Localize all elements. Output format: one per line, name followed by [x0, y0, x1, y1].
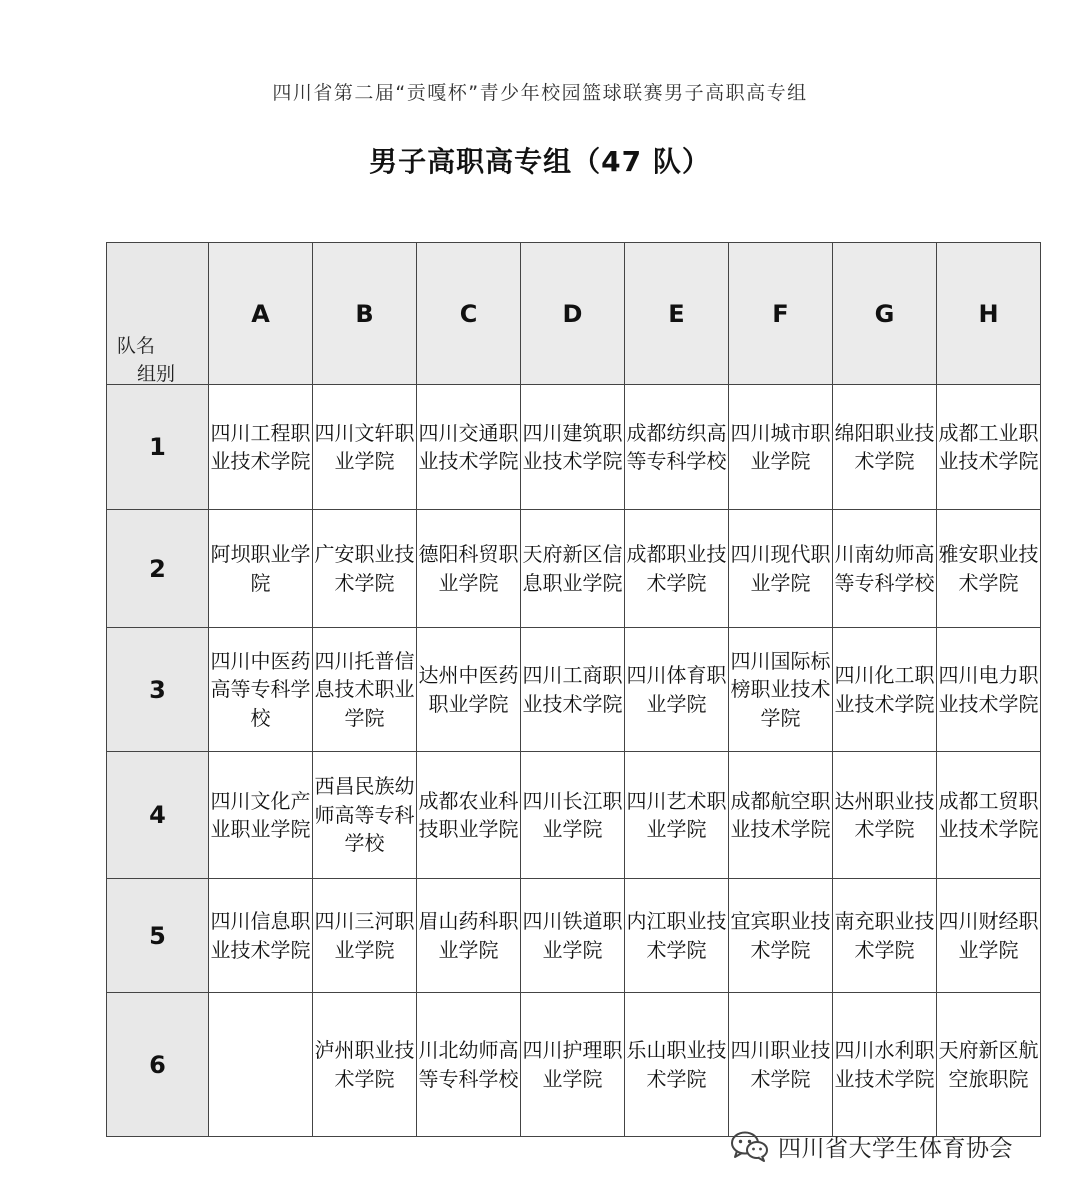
team-cell	[625, 993, 729, 1137]
team-cell	[521, 628, 625, 752]
team-cell	[729, 993, 833, 1137]
team-name: 成都职业技术学院	[626, 542, 727, 595]
wechat-icon	[730, 1130, 770, 1162]
team-cell	[625, 879, 729, 993]
table-row	[107, 752, 1041, 879]
team-cell	[937, 510, 1041, 628]
team-cell	[417, 510, 521, 628]
team-name: 四川中医药高等专科学校	[210, 648, 311, 730]
team-cell	[417, 628, 521, 752]
team-name: 四川建筑职业技术学院	[522, 420, 623, 473]
column-header-b: B	[313, 243, 417, 385]
team-name: 阿坝职业学院	[210, 542, 311, 595]
team-name: 德阳科贸职业学院	[418, 542, 519, 595]
team-name: 南充职业技术学院	[834, 909, 935, 962]
team-cell	[729, 752, 833, 879]
row-header: 4	[107, 752, 209, 879]
team-cell	[313, 993, 417, 1137]
team-cell	[833, 993, 937, 1137]
row-header: 6	[107, 993, 209, 1137]
team-name: 成都工业职业技术学院	[938, 420, 1039, 473]
team-cell	[833, 752, 937, 879]
team-cell	[833, 879, 937, 993]
team-name: 内江职业技术学院	[626, 909, 727, 962]
team-cell	[937, 628, 1041, 752]
team-cell	[937, 385, 1041, 510]
team-cell	[417, 385, 521, 510]
row-header: 1	[107, 385, 209, 510]
team-cell	[209, 993, 313, 1137]
team-name: 绵阳职业技术学院	[834, 420, 935, 473]
team-cell	[937, 752, 1041, 879]
team-cell	[625, 510, 729, 628]
team-name: 乐山职业技术学院	[626, 1038, 727, 1091]
team-name: 四川长江职业学院	[522, 788, 623, 841]
team-cell	[209, 752, 313, 879]
team-name: 四川水利职业技术学院	[834, 1038, 935, 1091]
team-name: 四川托普信息技术职业学院	[314, 648, 415, 730]
team-cell	[313, 628, 417, 752]
team-cell	[521, 385, 625, 510]
row-header: 2	[107, 510, 209, 628]
team-name: 泸州职业技术学院	[314, 1038, 415, 1091]
team-name: 成都纺织高等专科学校	[626, 420, 727, 473]
team-name: 四川文轩职业学院	[314, 420, 415, 473]
team-name: 眉山药科职业学院	[418, 909, 519, 962]
team-name: 广安职业技术学院	[314, 542, 415, 595]
row-header: 5	[107, 879, 209, 993]
team-cell	[729, 510, 833, 628]
team-cell	[417, 993, 521, 1137]
team-cell	[729, 879, 833, 993]
team-cell	[625, 752, 729, 879]
row-header: 3	[107, 628, 209, 752]
team-name: 四川现代职业学院	[730, 542, 831, 595]
column-header-a: A	[209, 243, 313, 385]
team-name: 四川文化产业职业学院	[210, 788, 311, 841]
team-cell	[521, 510, 625, 628]
team-name: 四川电力职业技术学院	[938, 663, 1039, 716]
table-row	[107, 628, 1041, 752]
column-header-d: D	[521, 243, 625, 385]
team-name: 四川护理职业学院	[522, 1038, 623, 1091]
corner-group-label: 组别	[137, 363, 176, 385]
team-name: 成都农业科技职业学院	[418, 788, 519, 841]
column-header-c: C	[417, 243, 521, 385]
team-cell	[313, 510, 417, 628]
team-cell	[209, 385, 313, 510]
source-watermark	[730, 1128, 1013, 1164]
team-cell	[313, 752, 417, 879]
team-cell	[209, 628, 313, 752]
team-name: 达州中医药职业学院	[418, 663, 519, 716]
team-cell	[313, 385, 417, 510]
team-name: 天府新区航空旅职院	[938, 1038, 1039, 1091]
column-header-g: G	[833, 243, 937, 385]
table-row	[107, 993, 1041, 1137]
team-cell	[521, 993, 625, 1137]
team-cell	[729, 385, 833, 510]
team-name: 四川工商职业技术学院	[522, 663, 623, 716]
team-cell	[417, 752, 521, 879]
team-cell	[833, 385, 937, 510]
team-name: 四川国际标榜职业技术学院	[730, 648, 831, 730]
team-name: 雅安职业技术学院	[938, 542, 1039, 595]
table-row	[107, 879, 1041, 993]
team-cell	[729, 628, 833, 752]
team-name: 川北幼师高等专科学校	[418, 1038, 519, 1091]
team-cell	[937, 879, 1041, 993]
column-header-f: F	[729, 243, 833, 385]
team-cell	[625, 385, 729, 510]
team-name: 四川三河职业学院	[314, 909, 415, 962]
team-name: 成都航空职业技术学院	[730, 788, 831, 841]
corner-team-label: 队名	[117, 335, 156, 357]
team-name: 四川信息职业技术学院	[210, 909, 311, 962]
team-name: 成都工贸职业技术学院	[938, 788, 1039, 841]
team-cell	[313, 879, 417, 993]
team-cell	[521, 752, 625, 879]
team-name: 宜宾职业技术学院	[730, 909, 831, 962]
team-name: 四川化工职业技术学院	[834, 663, 935, 716]
team-cell	[417, 879, 521, 993]
team-cell	[209, 879, 313, 993]
team-name: 达州职业技术学院	[834, 788, 935, 841]
column-header-h: H	[937, 243, 1041, 385]
corner-header	[107, 243, 209, 385]
team-name: 西昌民族幼师高等专科学校	[314, 774, 415, 856]
team-name: 四川铁道职业学院	[522, 909, 623, 962]
table-row	[107, 385, 1041, 510]
team-cell	[521, 879, 625, 993]
team-name: 四川交通职业技术学院	[418, 420, 519, 473]
team-name: 四川工程职业技术学院	[210, 420, 311, 473]
table-row	[107, 510, 1041, 628]
team-name: 四川财经职业学院	[938, 909, 1039, 962]
team-name: 川南幼师高等专科学校	[834, 542, 935, 595]
team-cell	[625, 628, 729, 752]
team-name: 四川体育职业学院	[626, 663, 727, 716]
team-cell	[937, 993, 1041, 1137]
team-name: 四川艺术职业学院	[626, 788, 727, 841]
column-header-e: E	[625, 243, 729, 385]
team-cell	[209, 510, 313, 628]
team-name: 天府新区信息职业学院	[522, 542, 623, 595]
team-cell	[833, 510, 937, 628]
group-table	[106, 242, 1041, 1137]
team-cell	[833, 628, 937, 752]
watermark-text: 四川省大学生体育协会	[778, 1135, 1013, 1162]
team-name: 四川职业技术学院	[730, 1038, 831, 1091]
page-title: 男子高职高专组（47 队）	[369, 145, 711, 178]
team-name: 四川城市职业学院	[730, 420, 831, 473]
competition-header: 四川省第二届“贡嘎杯”青少年校园篮球联赛男子高职高专组	[272, 82, 808, 104]
